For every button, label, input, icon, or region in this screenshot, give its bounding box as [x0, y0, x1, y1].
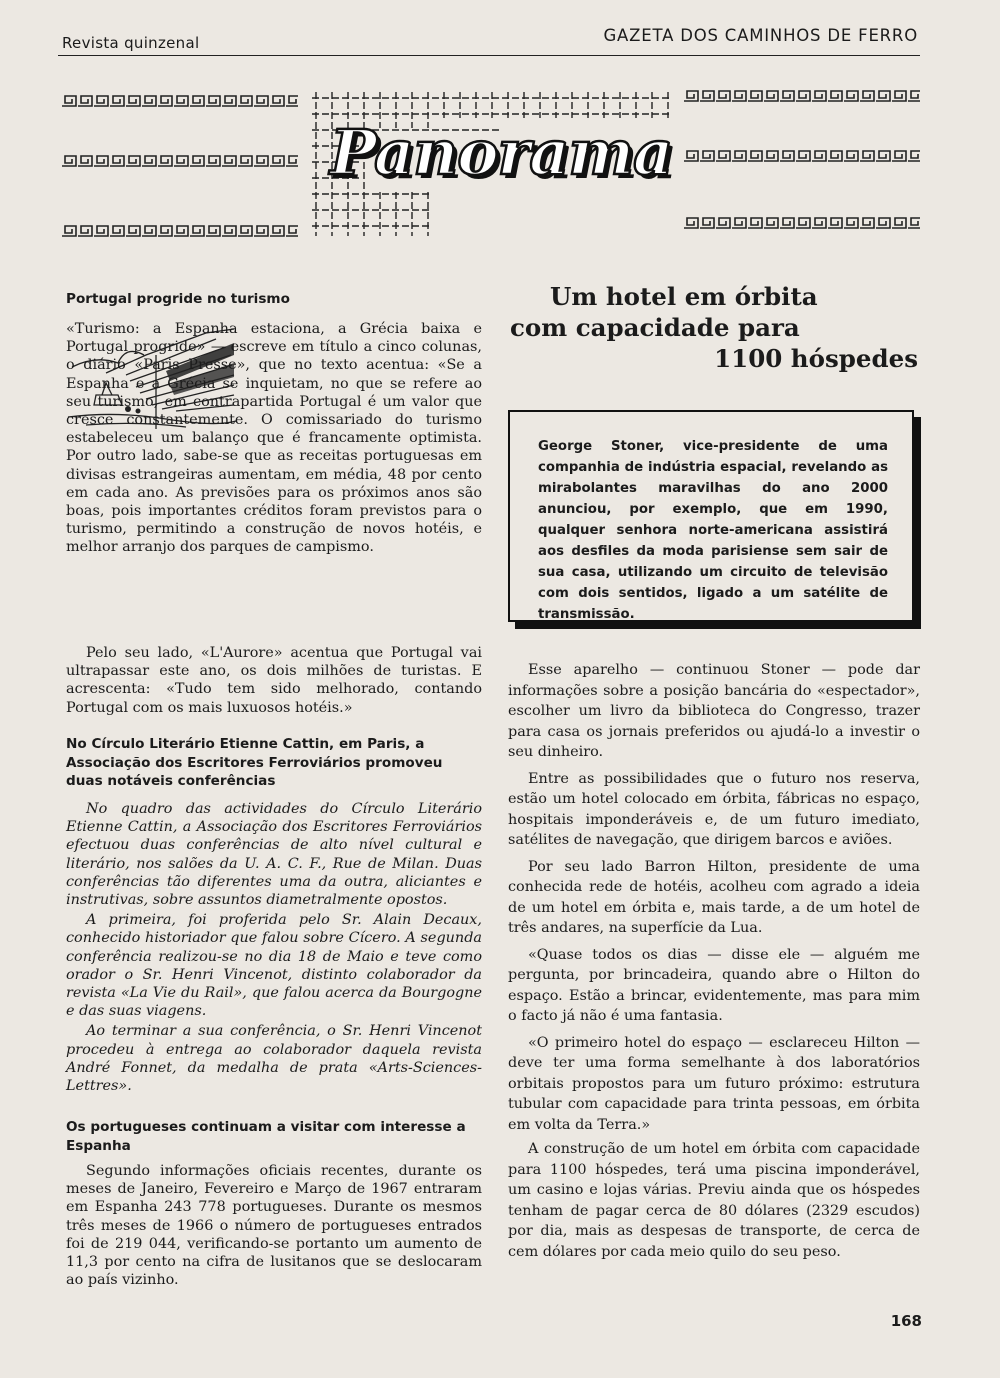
greek-key-ornament-left-mid	[62, 155, 298, 167]
article-espanha-paragraph-1: Segundo informações oficiais recentes, durante os meses de Janeiro, Fevereiro e Março de 1967 entraram em Espanha 243 778 portugueses. Durante os mesmos três meses de 1966 o número de portugueses entrados foi de 219 044, verificando-se portanto um aumento de 11,3 por cento na cifra de lusitanos que se deslocaram ao país vizinho.	[66, 1163, 482, 1289]
greek-key-ornament-right-bottom	[684, 217, 920, 229]
headline-line-3: 1100 hóspedes	[714, 344, 918, 373]
article-hotel-paragraph-5: «O primeiro hotel do espaço — esclareceu Hilton — deve ter uma forma semelhante à dos laboratórios orbitais propostos para um futuro próximo: estrutura tubular com capacidade para trinta pessoas, em órbita em volta da Terra.»	[508, 1034, 920, 1133]
article-hotel-paragraph-2: Entre as possibilidades que o futuro nos reserva, estão um hotel colocado em órbita, fábricas no espaço, hospitais imponderáveis e, de um futuro imediato, satélites de navegação, que dirigem barcos e aviões.	[508, 770, 920, 848]
greek-key-ornament-left-bottom	[62, 225, 298, 237]
greek-key-ornament-left-top	[62, 95, 298, 107]
article-turismo-paragraph-2: Pelo seu lado, «L'Aurore» acentua que Portugal vai ultrapassar este ano, os dois milhões de turistas. E acrescenta: «Tudo tem sido melhorado, contando Portugal com os mais luxuosos hotéis.»	[66, 645, 482, 716]
headline-line-1: Um hotel em órbita	[550, 282, 818, 311]
headline-line-2: com capacidade para	[510, 313, 800, 342]
lead-box-text: George Stoner, vice-presidente de uma companhia de indústria espacial, revelando as mirabolantes maravilhas do ano 2000 anunciou, por exemplo, que em 1990, qualquer senhora norte-americana assistirá aos desfiles da moda parisiense sem sair de sua casa, utilizando um circuito de televisão com dois sentidos, ligado a um satélite de transmissão.	[538, 439, 888, 622]
article-hotel-paragraph-6: A construção de um hotel em órbita com capacidade para 1100 hóspedes, terá uma piscina imponderável, um casino e lojas várias. Previu ainda que os hóspedes tenham de pagar cerca de 80 dólares (2329 escudos) por dia, mais as despesas de transporte, de cerca de cem dólares por cada meio quilo do seu peso.	[508, 1141, 920, 1260]
header-rule	[58, 55, 920, 56]
article-hotel-paragraph-3: Por seu lado Barron Hilton, presidente de uma conhecida rede de hotéis, acolheu com agrado a ideia de um hotel em órbita e, mais tarde, a de um hotel de três andares, na superfície da Lua.	[508, 858, 920, 936]
article-title-espanha: Os portugueses continuam a visitar com interesse a Espanha	[66, 1119, 466, 1154]
article-headline-hotel	[510, 281, 918, 374]
article-conferencias-paragraph-2: A primeira, foi proferida pelo Sr. Alain Decaux, conhecido historiador que falou sobre Cícero. A segunda conferência realizou-se no dia 18 de Maio e teve como orador o Sr. Henri Vincenot, distinto colaborador da revista «La Vie du Rail», que falou acerca da Bourgogne e das suas viagens.	[66, 912, 482, 1020]
article-title-turismo: Portugal progride no turismo	[66, 291, 290, 307]
article-conferencias-paragraph-3: Ao terminar a sua conferência, o Sr. Henri Vincenot procedeu à entrega ao colaborador daquela revista André Fonnet, da medalha de prata «Arts-Sciences-Lettres».	[66, 1023, 482, 1095]
lead-box	[508, 410, 914, 622]
masthead-title: Panorama	[330, 116, 673, 189]
article-conferencias-paragraph-1: No quadro das actividades do Círculo Literário Etienne Cattin, a Associação dos Escritores Ferroviários efectuou duas conferências de alto nível cultural e literário, nos salões da U. A. C. F., Rue de Milan. Duas conferências tão diferentes uma da outra, aliciantes e instrutivas, sobre assuntos diametralmente opostos.	[66, 801, 482, 909]
running-header-left: Revista quinzenal	[62, 34, 200, 52]
greek-key-ornament-right-top	[684, 90, 920, 102]
article-hotel-paragraph-4: «Quase todos os dias — disse ele — alguém me pergunta, por brincadeira, quando abre o Hilton do espaço. Estão a brincar, evidentemente, mas para mim o facto já não é uma fantasia.	[508, 946, 920, 1024]
article-hotel-paragraph-1: Esse aparelho — continuou Stoner — pode dar informações sobre a posição bancária do «espectador», escolher um livro da biblioteca do Congresso, trazer para casa os jornais preferidos ou ajudá-lo a investir o seu dinheiro.	[508, 662, 920, 760]
running-header-right: GAZETA DOS CAMINHOS DE FERRO	[603, 26, 918, 45]
panorama-masthead	[302, 88, 680, 238]
greek-key-ornament-right-mid	[684, 150, 920, 162]
article-title-conferencias: No Círculo Literário Etienne Cattin, em Paris, a Associação dos Escritores Ferroviários promoveu duas notáveis conferências	[66, 736, 443, 789]
article-turismo-paragraph-1: «Turismo: a Espanha estaciona, a Grécia baixa e Portugal progride» — escreve em título a cinco colunas, o diário «Paris Presse», que no texto acentua: «Se a Espanha e a Grécia se inquietam, no que se refere ao seu turismo, em contrapartida Portugal é um valor que cresce constantemente. O comissariado do turismo estabeleceu um balanço que é francamente optimista. Por outro lado, sabe-se que as receitas portuguesas em divisas estrangeiras aumentam, em média, 48 por cento em cada ano. As previsões para os próximos anos são boas, pois importantes créditos foram previstos para o turismo, permitindo a construção de novos hotéis, e melhor arranjo dos parques de campismo.	[66, 321, 482, 556]
page-number: 168	[890, 1312, 922, 1330]
